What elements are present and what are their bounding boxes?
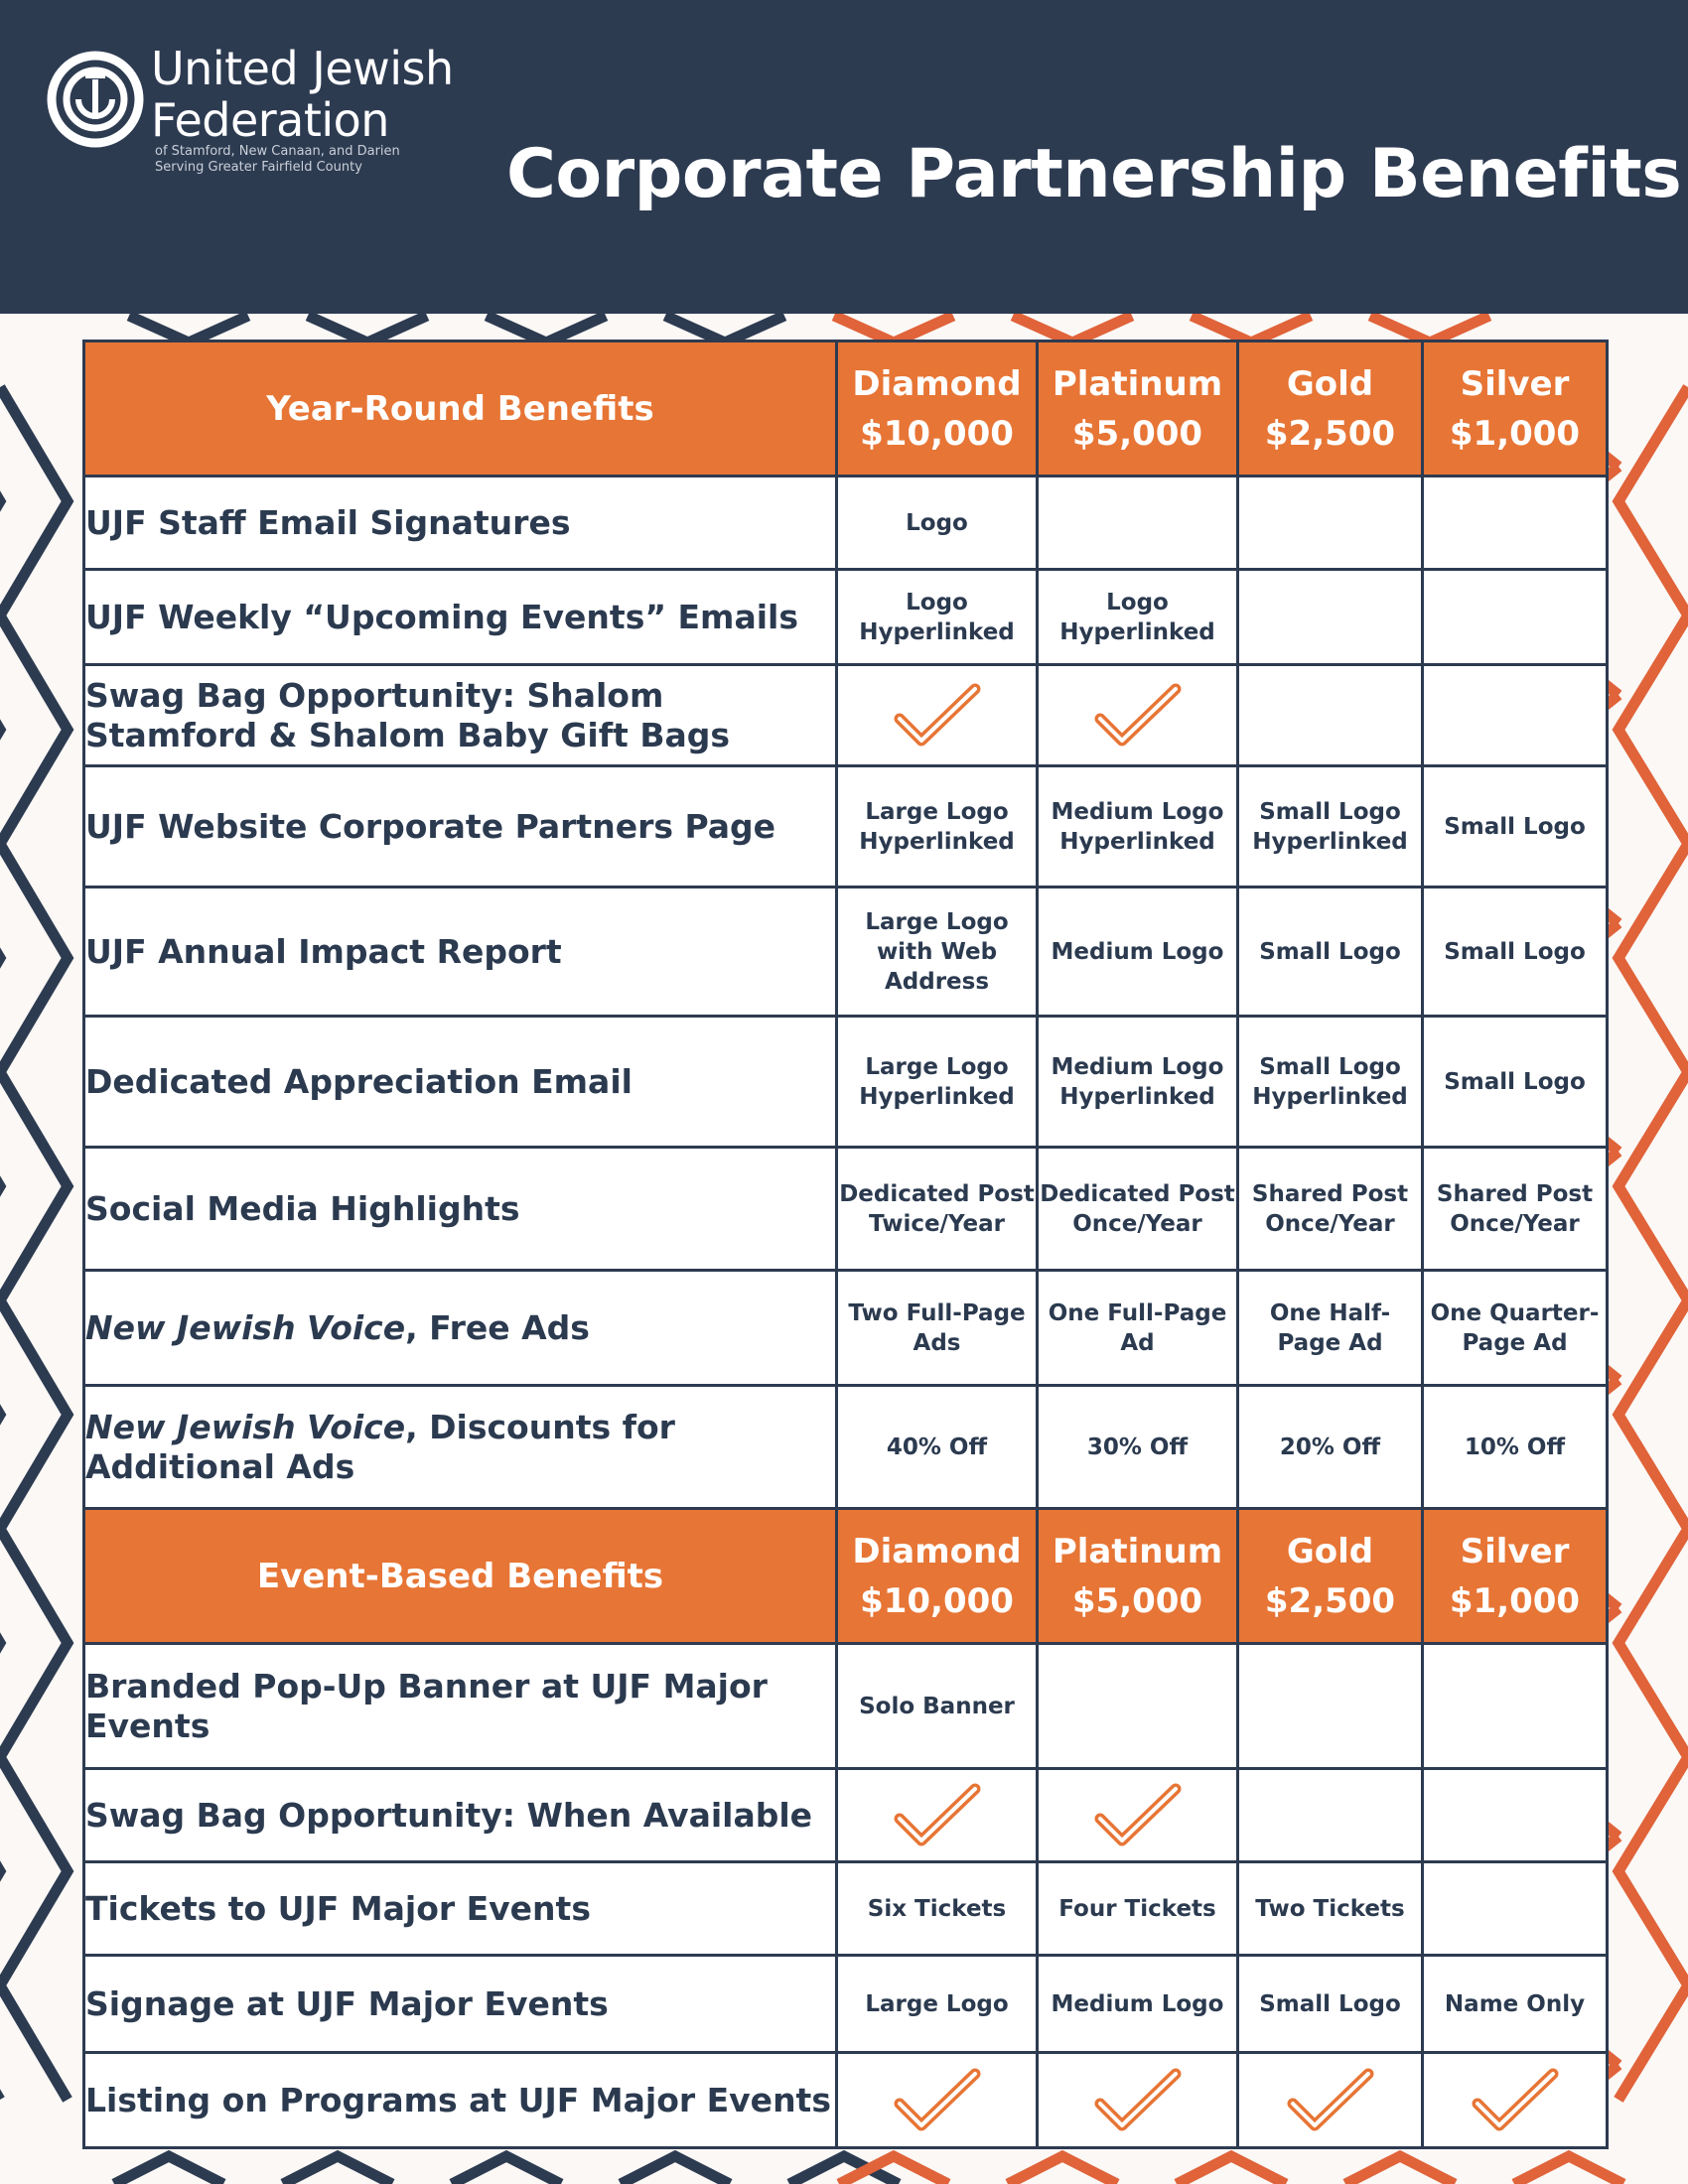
section-heading: Year-Round Benefits <box>84 341 837 477</box>
benefit-label-text: Listing on Programs at UJF Major Events <box>85 2080 831 2119</box>
pattern-line <box>621 2156 730 2184</box>
benefit-cell: One Full-Page Ad <box>1038 1271 1238 1386</box>
table-row <box>84 2053 1608 2148</box>
benefit-label <box>84 1271 837 1386</box>
checkmark-icon <box>892 681 983 751</box>
benefit-cell: Large Logo Hyperlinked <box>837 766 1038 887</box>
tier-name: Silver <box>1460 1531 1570 1571</box>
benefit-label <box>84 570 837 665</box>
tier-header-diamond <box>837 1509 1038 1644</box>
tier-name: Platinum <box>1052 1531 1223 1571</box>
benefit-cell: Solo Banner <box>837 1644 1038 1769</box>
benefit-label <box>84 1862 837 1956</box>
benefit-label <box>84 1017 837 1148</box>
tier-price: $10,000 <box>860 1580 1014 1621</box>
benefit-label <box>84 665 837 766</box>
section-header-row <box>84 341 1608 477</box>
tier-header-diamond <box>837 341 1038 477</box>
benefit-cell: Small Logo <box>1238 887 1423 1017</box>
benefit-label <box>84 2053 837 2148</box>
benefit-label-text: UJF Weekly “Upcoming Events” Emails <box>85 597 798 636</box>
benefit-label-text: UJF Staff Email Signatures <box>85 502 571 542</box>
pattern-line <box>487 316 606 342</box>
benefit-cell: Four Tickets <box>1038 1862 1238 1956</box>
pattern-line <box>1514 2156 1623 2184</box>
benefit-cell: Logo Hyperlinked <box>837 570 1038 665</box>
benefit-label-text: Signage at UJF Major Events <box>85 1983 609 2023</box>
table-row <box>84 1769 1608 1862</box>
benefit-cell <box>1423 570 1608 665</box>
pattern-line <box>1013 316 1132 342</box>
benefit-cell: Two Tickets <box>1238 1862 1423 1956</box>
header-banner <box>0 0 1688 314</box>
tier-header-gold <box>1238 1509 1423 1644</box>
benefit-cell <box>1423 2053 1608 2148</box>
benefit-cell <box>1238 477 1423 570</box>
checkmark-icon <box>1470 2066 1561 2135</box>
benefit-cell: Small Logo <box>1423 887 1608 1017</box>
tier-header-platinum <box>1038 341 1238 477</box>
pattern-line <box>114 2156 223 2184</box>
benefit-cell: Dedicated Post Once/Year <box>1038 1148 1238 1271</box>
benefit-cell <box>1238 1644 1423 1769</box>
pattern-line <box>452 2156 561 2184</box>
benefit-cell: Small Logo Hyperlinked <box>1238 766 1423 887</box>
table-row <box>84 887 1608 1017</box>
checkmark-icon <box>1092 2066 1184 2135</box>
benefit-label <box>84 1386 837 1509</box>
tier-price: $10,000 <box>860 413 1014 454</box>
table-row <box>84 1862 1608 1956</box>
tier-header-silver <box>1423 341 1608 477</box>
benefit-label-text: , Discounts for Additional Ads <box>85 1407 675 1486</box>
checkmark-icon <box>892 1781 983 1850</box>
tier-name: Silver <box>1460 363 1570 404</box>
pattern-line <box>308 316 427 342</box>
benefit-cell <box>1038 2053 1238 2148</box>
benefit-label-text: Swag Bag Opportunity: Shalom Stamford & Shalom Baby Gift Bags <box>85 675 731 754</box>
table-row <box>84 1644 1608 1769</box>
pattern-line <box>834 316 953 342</box>
org-subtitle-line2: Serving Greater Fairfield County <box>155 160 362 175</box>
org-name-line2: Federation <box>151 93 389 147</box>
benefit-cell <box>837 2053 1038 2148</box>
benefit-cell <box>1038 665 1238 766</box>
benefit-cell: Logo <box>837 477 1038 570</box>
benefit-label <box>84 477 837 570</box>
benefit-cell: Medium Logo Hyperlinked <box>1038 766 1238 887</box>
tier-price: $1,000 <box>1449 1580 1581 1621</box>
benefit-cell <box>1423 1644 1608 1769</box>
benefit-cell <box>1423 665 1608 766</box>
benefit-label-text: UJF Website Corporate Partners Page <box>85 806 776 846</box>
tier-header-gold <box>1238 341 1423 477</box>
tier-header-silver <box>1423 1509 1608 1644</box>
benefit-label-text: Branded Pop-Up Banner at UJF Major Events <box>85 1666 768 1745</box>
org-name-line1: United Jewish <box>151 42 454 95</box>
benefit-cell <box>1238 1769 1423 1862</box>
table-row <box>84 570 1608 665</box>
table-row <box>84 477 1608 570</box>
benefit-label <box>84 887 837 1017</box>
publication-name: New Jewish Voice <box>85 1307 406 1347</box>
benefit-cell: Small Logo <box>1238 1956 1423 2053</box>
benefit-cell: Medium Logo <box>1038 1956 1238 2053</box>
benefit-cell <box>1423 1862 1608 1956</box>
tier-price: $1,000 <box>1449 413 1581 454</box>
benefit-label <box>84 1148 837 1271</box>
benefit-cell: 20% Off <box>1238 1386 1423 1509</box>
checkmark-icon <box>1092 1781 1184 1850</box>
table-row <box>84 665 1608 766</box>
tier-price: $5,000 <box>1071 413 1203 454</box>
tier-price: $5,000 <box>1071 1580 1203 1621</box>
benefit-label-text: Dedicated Appreciation Email <box>85 1061 633 1101</box>
tier-name: Diamond <box>852 363 1022 404</box>
table-row <box>84 1017 1608 1148</box>
benefits-table <box>82 340 1609 2149</box>
table-row <box>84 1956 1608 2053</box>
benefit-label <box>84 766 837 887</box>
benefit-cell <box>1238 2053 1423 2148</box>
benefit-label-text: Swag Bag Opportunity: When Available <box>85 1795 813 1835</box>
pattern-line <box>129 316 248 342</box>
benefit-cell <box>837 1769 1038 1862</box>
benefit-cell: Medium Logo Hyperlinked <box>1038 1017 1238 1148</box>
pattern-line <box>283 2156 392 2184</box>
benefit-cell: One Quarter-Page Ad <box>1423 1271 1608 1386</box>
pattern-line <box>1618 387 1688 2100</box>
benefit-cell: Small Logo <box>1423 1017 1608 1148</box>
checkmark-icon <box>892 2066 983 2135</box>
benefit-cell: Dedicated Post Twice/Year <box>837 1148 1038 1271</box>
benefit-cell: Name Only <box>1423 1956 1608 2053</box>
benefit-cell: Large Logo Hyperlinked <box>837 1017 1038 1148</box>
tier-name: Diamond <box>852 1531 1022 1571</box>
benefit-cell: Shared Post Once/Year <box>1423 1148 1608 1271</box>
benefit-cell <box>837 665 1038 766</box>
benefit-label-text: UJF Annual Impact Report <box>85 931 562 971</box>
checkmark-icon <box>1285 2066 1376 2135</box>
benefit-cell: Two Full-Page Ads <box>837 1271 1038 1386</box>
table-row <box>84 766 1608 887</box>
checkmark-icon <box>1092 681 1184 751</box>
pattern-line <box>1345 2156 1455 2184</box>
pattern-line <box>1370 316 1489 342</box>
ujf-menorah-logo-icon <box>46 50 145 149</box>
benefit-cell: Medium Logo <box>1038 887 1238 1017</box>
benefit-label-text: Tickets to UJF Major Events <box>85 1888 591 1928</box>
pattern-line <box>1177 2156 1286 2184</box>
benefit-label <box>84 1769 837 1862</box>
benefit-cell: Large Logo <box>837 1956 1038 2053</box>
benefit-label <box>84 1956 837 2053</box>
pattern-line <box>665 316 784 342</box>
section-heading: Event-Based Benefits <box>84 1509 837 1644</box>
pattern-line <box>1008 2156 1117 2184</box>
page-title: Corporate Partnership Benefits <box>506 135 1682 213</box>
benefit-label <box>84 1644 837 1769</box>
table-row <box>84 1148 1608 1271</box>
org-subtitle-line1: of Stamford, New Canaan, and Darien <box>155 144 400 159</box>
pattern-line <box>0 387 68 2100</box>
benefit-cell <box>1423 1769 1608 1862</box>
benefit-cell: Shared Post Once/Year <box>1238 1148 1423 1271</box>
benefit-label-text: , Free Ads <box>405 1307 590 1347</box>
table-row <box>84 1386 1608 1509</box>
pattern-line <box>1192 316 1311 342</box>
benefit-cell: 40% Off <box>837 1386 1038 1509</box>
benefit-label-text: Social Media Highlights <box>85 1188 520 1228</box>
table-row <box>84 1271 1608 1386</box>
benefit-cell: One Half-Page Ad <box>1238 1271 1423 1386</box>
tier-price: $2,500 <box>1264 413 1396 454</box>
benefit-cell: Large Logo with Web Address <box>837 887 1038 1017</box>
tier-price: $2,500 <box>1264 1580 1396 1621</box>
benefit-cell <box>1238 665 1423 766</box>
benefit-cell: Small Logo Hyperlinked <box>1238 1017 1423 1148</box>
benefit-cell: Six Tickets <box>837 1862 1038 1956</box>
benefit-cell <box>1038 477 1238 570</box>
publication-name: New Jewish Voice <box>85 1407 406 1446</box>
benefit-cell: 10% Off <box>1423 1386 1608 1509</box>
tier-name: Gold <box>1286 363 1374 404</box>
benefit-cell: 30% Off <box>1038 1386 1238 1509</box>
tier-name: Platinum <box>1052 363 1223 404</box>
tier-name: Gold <box>1286 1531 1374 1571</box>
benefit-cell <box>1038 1644 1238 1769</box>
tier-header-platinum <box>1038 1509 1238 1644</box>
benefit-cell <box>1238 570 1423 665</box>
benefit-cell <box>1423 477 1608 570</box>
benefit-cell <box>1038 1769 1238 1862</box>
benefit-cell: Logo Hyperlinked <box>1038 570 1238 665</box>
benefit-cell: Small Logo <box>1423 766 1608 887</box>
section-header-row <box>84 1509 1608 1644</box>
